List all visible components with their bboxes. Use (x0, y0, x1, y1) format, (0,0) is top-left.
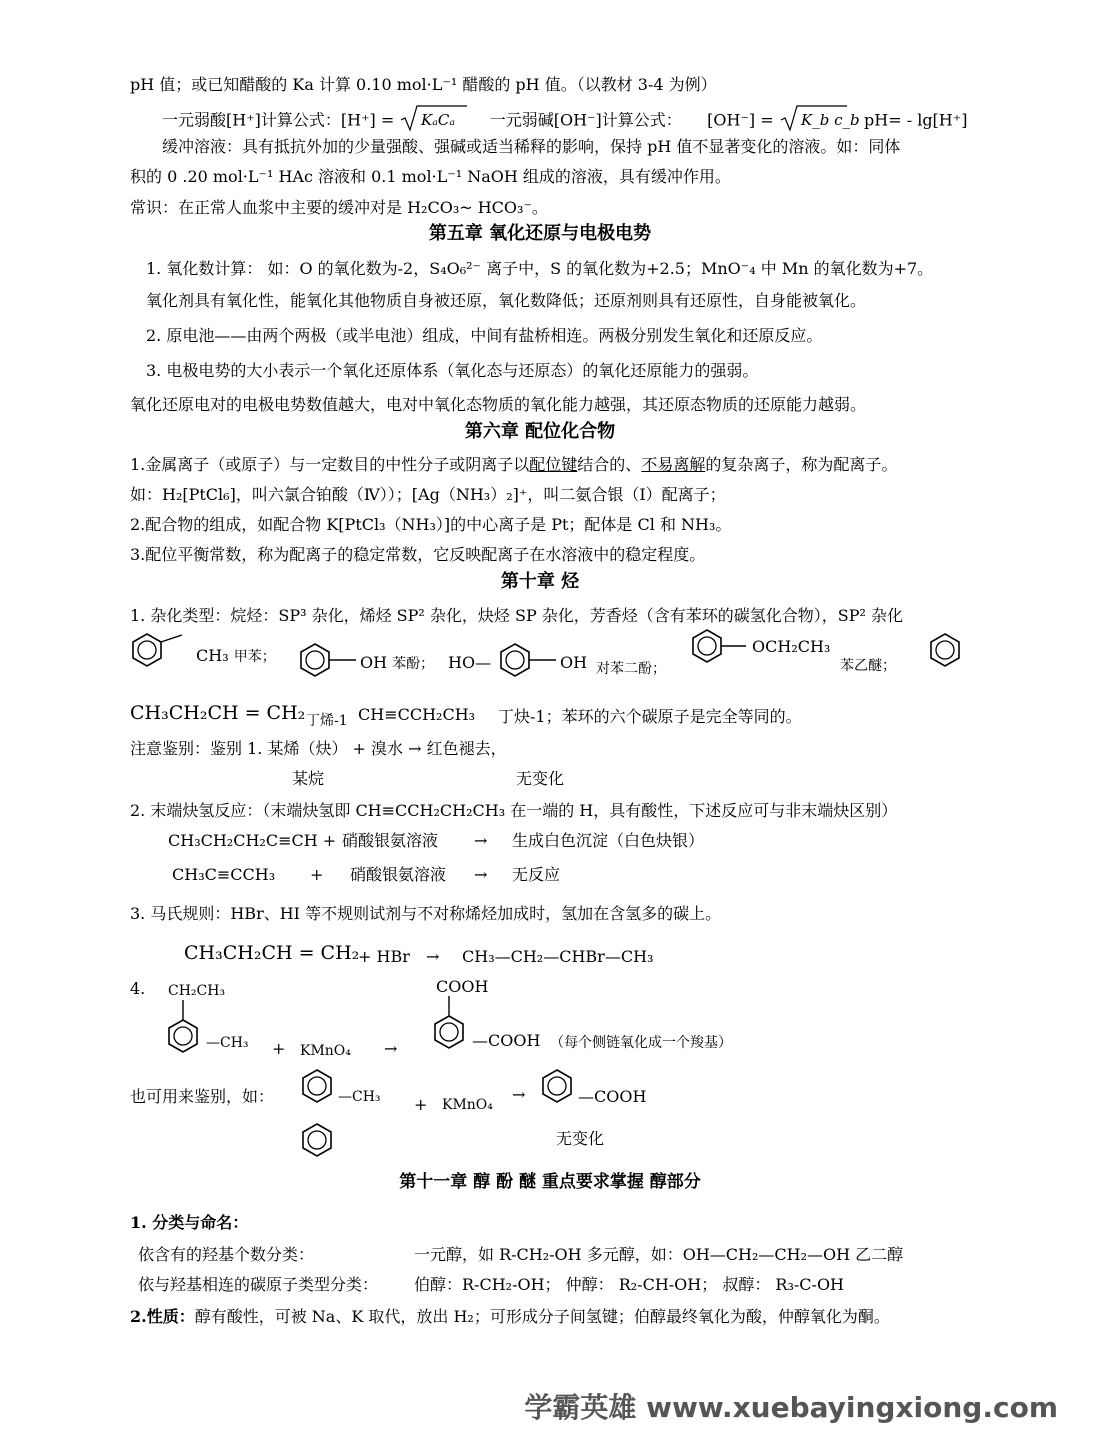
benzene-ring-icon (690, 628, 752, 666)
item4-arrow: → (384, 1039, 398, 1058)
weak-acid-formula-label: 一元弱酸[H⁺]计算公式：[H⁺] = (162, 110, 395, 130)
phenol (360, 652, 434, 675)
markovnikov-arrow: → (426, 947, 440, 966)
rxn1-reactant: CH₃CH₂CH₂C≡CH + (168, 831, 337, 850)
butyne-formula: CH≡CCH₂CH₃ (358, 705, 476, 724)
rxn2-arrow: → (474, 865, 488, 884)
rxn2-reactant: CH₃C≡CCH₃ (172, 865, 276, 884)
benzene-ring-icon (540, 1068, 580, 1106)
oh-label: [OH⁻] = (707, 110, 774, 130)
ch11-l2-value: 伯醇：R-CH₂-OH； 仲醇： R₂-CH-OH； 叔醇： R₃-C-OH (414, 1275, 845, 1294)
rxn2-plus: + (310, 865, 324, 884)
rxn1-product: 生成白色沉淀（白色炔银） (512, 831, 705, 850)
sqrt-acid (399, 104, 469, 138)
toluene-sub: CH₃ (196, 646, 229, 665)
weak-base-formula-label: 一元弱碱[OH⁻]计算公式： (489, 110, 682, 130)
ch5-line-1: 1. 氧化数计算： 如：O 的氧化数为-2，S₄O₆²⁻ 离子中，S 的氧化数为+2.5；MnO⁻₄ 中 Mn 的氧化数为+7。 (146, 259, 934, 278)
item4b-methyl: —CH₃ (338, 1089, 381, 1105)
cooh-top: COOH (436, 977, 489, 996)
item4b-plus: + (414, 1095, 428, 1114)
butene-formula: CH₃CH₂CH = CH₂ (130, 702, 306, 724)
ch5-line-5: 氧化还原电对的电极电势数值越大，电对中氧化态物质的氧化能力越强，其还原态物质的还原能力越弱。 (130, 395, 867, 414)
item4b-arrow: → (512, 1085, 526, 1104)
item-4-number: 4. (130, 979, 146, 998)
methyl-side: —CH₃ (206, 1035, 249, 1051)
item4-note: （每个侧链氧化成一个羧基） (550, 1035, 732, 1051)
toluene-name: 甲苯； (233, 649, 276, 665)
benzene-ring-icon (300, 1068, 340, 1106)
ch10-line-1: 1. 杂化类型：烷烃：SP³ 杂化，烯烃 SP² 杂化，炔烃 SP 杂化，芳香烃（含有苯环的碳氢化合物），SP² 杂化 (130, 606, 904, 625)
ch11-l2-label: 依与羟基相连的碳原子类型分类： (138, 1275, 379, 1294)
ch11-section-1: 1. 分类与命名： (130, 1213, 249, 1232)
markovnikov-product: CH₃—CH₂—CHBr—CH₃ (462, 947, 654, 966)
benzene-ring-icon (928, 632, 968, 670)
item4b-kmno4: KMnO₄ (442, 1097, 493, 1113)
intro-line-2 (162, 104, 967, 138)
ph-formula: pH= - lg[H⁺] (864, 110, 968, 130)
coordination-bond-term: 配位键 (529, 455, 578, 474)
ch6-line-4: 3.配位平衡常数，称为配离子的稳定常数，它反映配离子在水溶液中的稳定程度。 (130, 545, 706, 564)
ch6-l1-part-c: 的复杂离子，称为配离子。 (705, 455, 898, 474)
terminal-alkyne-line: 2. 末端炔氢反应：（末端炔氢即 CH≡CCH₂CH₂CH₃ 在一端的 H，具有酸性，下述反应可与非末端炔区别） (130, 801, 898, 820)
sqrt-acid-text: KₐCₐ (421, 111, 456, 129)
ch5-line-2: 氧化剂具有氧化性，能氧化其他物质自身被还原，氧化数降低；还原剂则具有还原性，自身能被氧化。 (146, 291, 867, 310)
markovnikov-reactant: CH₃CH₂CH = CH₂ (184, 942, 360, 964)
intro-line-3: 缓冲溶液：具有抵抗外加的少量强酸、强碱或适当稀释的影响，保持 pH 值不显著变化的溶液。如：同体 (162, 137, 901, 156)
item4-kmno4: KMnO₄ (300, 1043, 351, 1059)
toluene (196, 645, 276, 668)
benzene-ring-icon (432, 996, 472, 1056)
intro-line-1: pH 值；或已知醋酸的 Ka 计算 0.10 mol·L⁻¹ 醋酸的 pH 值。（以教材 3-4 为例） (130, 75, 717, 94)
ch6-line-1 (130, 454, 897, 476)
ch6-l1-part-b: 结合的、 (577, 455, 642, 474)
benzene-ring-icon (166, 1000, 206, 1060)
markovnikov-line: 3. 马氏规则：HBr、HI 等不规则试剂与不对称烯烃加成时，氢加在含氢多的碳上。 (130, 904, 722, 923)
chapter-11-title: 第十一章 醇 酚 醚 重点要求掌握 醇部分 (399, 1172, 701, 1192)
note-line-1: 注意鉴别：鉴别 1. 某烯（炔） + 溴水 → 红色褪去， (130, 739, 507, 758)
rxn1-arrow: → (474, 831, 488, 850)
chapter-10-title: 第十章 烃 (500, 571, 580, 592)
sqrt-base-text: K_b c_b (800, 111, 860, 129)
item4b-cooh: —COOH (578, 1087, 647, 1106)
phenetole-sub: OCH₂CH₃ (752, 637, 831, 656)
benzene-ring-icon (130, 632, 192, 670)
hq-right: OH (560, 653, 588, 672)
item4b-lead: 也可用来鉴别，如： (130, 1087, 275, 1106)
note-alkane: 某烷 (292, 769, 325, 788)
phenol-name: 苯酚； (392, 656, 435, 672)
rxn2-reagent: 硝酸银氨溶液 (350, 865, 447, 884)
sqrt-base (779, 104, 860, 138)
phenetole-name: 苯乙醚； (840, 658, 896, 674)
ch6-line-3: 2.配合物的组成，如配合物 K[PtCl₃（NH₃）]的中心离子是 Pt；配体是 Cl 和 NH₃。 (130, 515, 732, 534)
benzene-ring-icon (298, 642, 360, 680)
ch6-l1-part-a: 1.金属离子（或原子）与一定数目的中性分子或阴离子以 (130, 455, 530, 474)
intro-line-4: 积的 0 .20 mol·L⁻¹ HAc 溶液和 0.1 mol·L⁻¹ NaOH 组成的溶液，具有缓冲作用。 (130, 167, 731, 186)
ch5-line-4: 3. 电极电势的大小表示一个氧化还原体系（氧化态与还原态）的氧化还原能力的强弱。 (146, 361, 759, 380)
not-easily-dissociate-term: 不易离解 (641, 455, 706, 474)
item4b-no-change: 无变化 (556, 1129, 605, 1148)
hq-name: 对苯二酚； (596, 661, 666, 677)
chapter-5-title: 第五章 氧化还原与电极电势 (428, 223, 652, 244)
ch11-l1-value: 一元醇，如 R-CH₂-OH 多元醇，如：OH—CH₂—CH₂—OH 乙二醇 (414, 1245, 904, 1264)
ch11-s2-text: 醇有酸性，可被 Na、K 取代，放出 H₂；可形成分子间氢键；伯醇最终氧化为酸，仲醇氧化为酮。 (194, 1307, 890, 1326)
intro-line-5: 常识：在正常人血浆中主要的缓冲对是 H₂CO₃~ HCO₃⁻。 (130, 198, 548, 217)
watermark: 学霸英雄 www.xuebayingxiong.com (524, 1391, 1058, 1424)
markovnikov-hbr: + HBr (358, 947, 410, 966)
rxn1-reagent: 硝酸银氨溶液 (342, 831, 439, 850)
ethyl-label: CH₂CH₃ (168, 983, 226, 999)
phenol-sub: OH (360, 653, 388, 672)
item4-plus: + (272, 1039, 286, 1058)
ch11-s2-label: 2.性质： (130, 1307, 195, 1326)
ch6-line-2: 如：H₂[PtCl₆]，叫六氯合铂酸（Ⅳ））；[Ag（NH₃）₂]⁺，叫二氨合银（Ⅰ）配离子； (130, 485, 726, 504)
ch11-l1-label: 依含有的羟基个数分类： (138, 1245, 315, 1264)
cooh-side: —COOH (472, 1031, 541, 1050)
ch11-section-2 (130, 1306, 890, 1328)
note-no-change: 无变化 (516, 769, 565, 788)
hq-left: HO— (448, 653, 492, 672)
rxn2-product: 无反应 (512, 865, 561, 884)
chapter-6-title: 第六章 配位化合物 (464, 421, 616, 442)
butene-name: 丁烯-1 (306, 713, 348, 729)
benzene-ring-icon (300, 1122, 340, 1160)
ch5-line-3: 2. 原电池——由两个两极（或半电池）组成，中间有盐桥相连。两极分别发生氧化和还原反应。 (146, 326, 823, 345)
butyne-name: 丁炔-1；苯环的六个碳原子是完全等同的。 (498, 707, 802, 726)
benzene-ring-icon (498, 642, 560, 680)
